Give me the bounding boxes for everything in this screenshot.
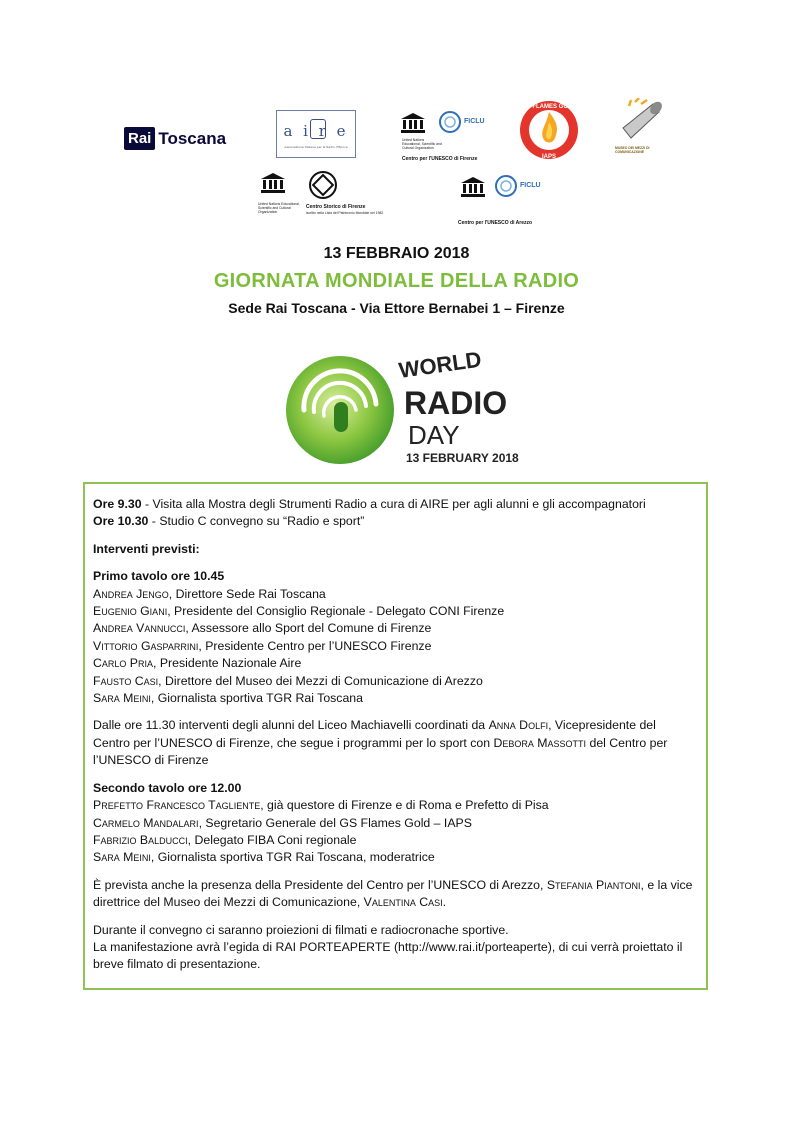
speaker-role: , già questore di Firenze e di Roma e Prefetto di Pisa [260,798,549,813]
aire-logo-name: a i r e [283,122,349,140]
speaker-role: , Giornalista sportiva TGR Rai Toscana [150,691,363,706]
presence-text: . [442,895,447,910]
speaker-role: , Direttore del Museo dei Mezzi di Comunicazione di Arezzo [158,673,483,688]
speaker-name: Andrea Jengo [93,586,169,601]
speaker-name: Vittorio Gasparrini [93,638,199,653]
speaker-line [93,832,696,849]
unesco-temple-icon [400,112,426,134]
guest-name: Stefania Piantoni [546,877,641,892]
speaker-role: , Assessore allo Sport del Comune di Firenze [185,621,432,636]
speaker-line [93,620,696,637]
museo-logo-text: MUSEO DEI MEZZI DI COMUNICAZIONE [615,146,650,154]
schedule-item [93,496,696,513]
speaker-role: , Presidente del Consiglio Regionale - Delegato CONI Firenze [167,604,505,619]
coordinator-name: Debora Massotti [493,735,587,750]
speaker-line [93,638,696,655]
interventi-title: Interventi previsti: [93,541,200,556]
schedule-item [93,513,696,530]
guest-name: Valentina Casi [363,895,443,910]
first-table-title: Primo tavolo ore 10.45 [93,569,225,584]
centro-storico-title: Centro Storico di Firenze [306,204,366,210]
students-paragraph [93,717,696,769]
rai-logo-mark: Rai [124,127,155,150]
second-table-title: Secondo tavolo ore 12.00 [93,780,242,795]
rai-toscana-logo [124,127,226,150]
rai-logo-name: Toscana [158,128,227,148]
unesco-org-text-2: United Nations Educational, Scientific and Cultural Organization [258,202,300,214]
speaker-line [93,586,696,603]
event-title: GIORNATA MONDIALE DELLA RADIO [213,270,580,292]
schedule-time: Ore 10.30 [93,514,149,529]
museo-logo [613,98,673,164]
speaker-role: , Delegato FIBA Coni regionale [187,832,357,847]
schedule-text: - Studio C convegno su “Radio e sport” [148,514,365,529]
ficlu-label: FICLU [464,118,485,125]
gs-flames-top-text: GS FLAMES GOLD [522,104,576,110]
students-text: , Vicepresidente del Centro per l’UNESCO di Firenze, che segue i programmi per lo sport con [93,718,656,750]
speaker-name: Sara Meini [93,850,151,865]
unesco-arezzo-caption: Centro per l'UNESCO di Arezzo [458,220,533,226]
wrd-line1: WORLD [397,346,483,383]
speaker-line [93,690,696,707]
speaker-line [93,673,696,690]
wrd-date: 13 FEBRUARY 2018 [406,451,519,465]
wrd-line3: DAY [408,420,460,450]
world-heritage-icon [308,170,338,200]
schedule-text: - Visita alla Mostra degli Strumenti Radio a cura di AIRE per agli alunni e gli accompagnatori [141,497,646,511]
presence-text: È prevista anche la presenza della Presidente del Centro per l’UNESCO di Arezzo, [93,877,547,892]
ficlu-circle-icon [494,174,518,198]
speaker-role: , Presidente Centro per l’UNESCO Firenze [198,638,432,653]
speaker-name: Sara Meini [93,691,151,706]
unesco-firenze-logo [398,108,498,166]
speaker-role: , Presidente Nazionale Aire [153,656,302,671]
closing-line: Durante il convegno ci saranno proiezioni di filmati e radiocronache sportive. [93,922,509,937]
speaker-role: , Giornalista sportiva TGR Rai Toscana, moderatrice [150,850,435,865]
aire-logo-subtitle: Associazione Italiana per la Radio d'Epoca [284,145,348,149]
event-venue: Sede Rai Toscana - Via Ettore Bernabei 1 – Firenze [228,300,565,316]
speaker-name: Carlo Pria [93,656,154,671]
speaker-line [93,849,696,866]
speaker-line [93,655,696,672]
schedule-time: Ore 9.30 [93,497,142,511]
presence-text: , e la vice direttrice del Museo dei Mezzi di Comunicazione, [93,877,693,910]
speaker-role: , Direttore Sede Rai Toscana [168,586,326,601]
aire-logo [276,110,356,158]
world-radio-day-logo [282,340,522,470]
unesco-temple-icon [460,176,486,198]
unesco-firenze-caption: Centro per l'UNESCO di Firenze [402,156,478,162]
closing-line: La manifestazione avrà l’egida di RAI PORTEAPERTE (http://www.rai.it/porteaperte), di cui verrà proiettato il breve filmato di presentazione. [93,939,683,972]
gs-flames-bottom-text: IAPS [541,154,557,160]
gs-flames-gold-logo [519,98,579,162]
speaker-name: Andrea Vannucci [93,621,186,636]
unesco-arezzo-logo [440,172,550,230]
program-box [83,482,708,990]
speaker-role: , Segretario Generale del GS Flames Gold – IAPS [198,815,472,830]
unesco-org-text: United Nations Educational, Scientific and Cultural Organization [402,138,442,150]
centro-storico-logo [258,170,388,228]
unesco-temple-icon [260,172,286,194]
presence-paragraph [93,877,696,912]
centro-storico-subtitle: iscritto nella Lista del Patrimonio Mondiale nel 1982 [306,211,384,215]
ficlu-circle-icon [438,110,462,134]
speaker-line [93,815,696,832]
ficlu-label: FICLU [520,182,541,189]
speaker-name: Prefetto Francesco Tagliente [93,798,261,813]
speaker-name: Fausto Casi [93,673,159,688]
speaker-name: Carmelo Mandalari [93,815,199,830]
coordinator-name: Anna Dolfi [488,718,549,733]
speaker-line [93,603,696,620]
students-text: Dalle ore 11.30 interventi degli alunni del Liceo Machiavelli coordinati da [93,718,489,733]
students-text: del Centro per l’UNESCO di Firenze [93,735,668,768]
microphone-icon [334,402,348,432]
event-date: 13 FEBBRAIO 2018 [323,245,470,262]
speaker-name: Fabrizio Balducci [93,832,188,847]
speaker-line [93,797,696,814]
megaphone-icon [615,98,665,144]
speaker-name: Eugenio Giani [93,604,168,619]
wrd-line2: RADIO [404,385,508,421]
